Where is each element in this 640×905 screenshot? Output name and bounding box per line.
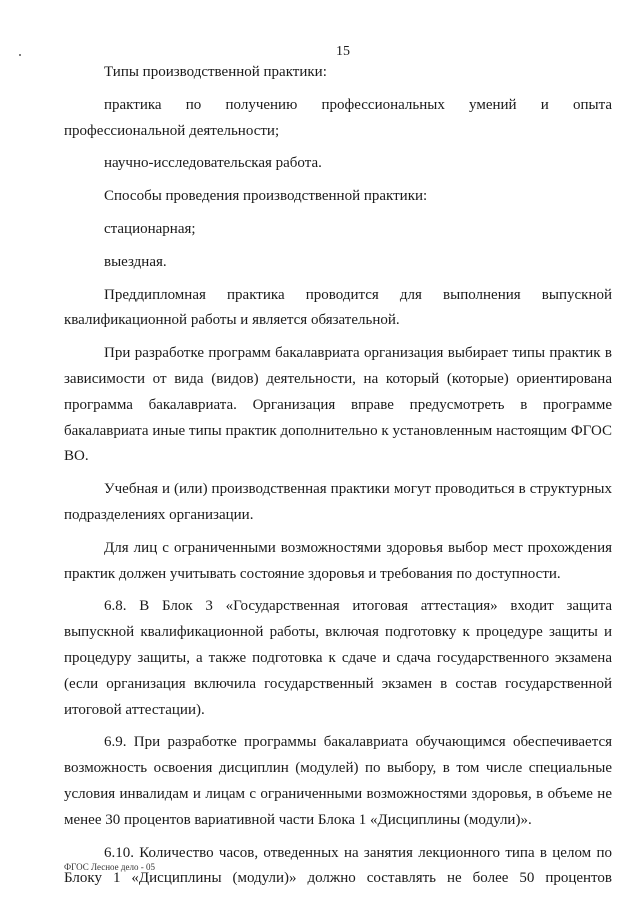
document-body — [64, 60, 612, 892]
paragraph-practice-selection: При разработке программ бакалавриата организация выбирает типы практик в зависимости от вида (видов) деятельности, на который (которые) ориентирована программа бакалавриата. Организация вправе предусмотреть в программе бакалавриата иные типы практик дополнительно к установленным настоящим ФГОС ВО. — [64, 345, 612, 465]
paragraph-section-6-9: 6.9. При разработке программы бакалавриата обучающимся обеспечивается возможность освоения дисциплин (модулей) по выбору, в том числе специальные условия инвалидам и лицам с ограниченными возможностями здоровья, в объеме не менее 30 процентов вариативной части Блока 1 «Дисциплины (модули)». — [64, 734, 612, 828]
paragraph-practice-methods-heading: Способы проведения производственной практики: — [104, 188, 428, 205]
paragraph-method-stationary: стационарная; — [104, 220, 196, 237]
paragraph-practice-types-heading: Типы производственной практики: — [104, 64, 327, 80]
paragraph-structural-units: Учебная и (или) производственная практики могут проводиться в структурных подразделениях организации. — [64, 481, 612, 523]
paragraph-prediploma: Преддипломная практика проводится для выполнения выпускной квалификационной работы и является обязательной. — [64, 286, 612, 329]
paragraph-section-6-8: 6.8. В Блок 3 «Государственная итоговая аттестация» входит защита выпускной квалификационной работы, включая подготовку к процедуре защиты и процедуру защиты, а также подготовка к сдаче и сдача государственного экзамена (если организация включила государственный экзамен в состав государственной итоговой аттестации). — [64, 598, 612, 718]
page-number: 15 — [336, 44, 350, 59]
document-footer: ФГОС Лесное дело - 05 — [64, 862, 155, 872]
paragraph-section-6-10: 6.10. Количество часов, отведенных на занятия лекционного типа в целом по Блоку 1 «Дисциплины (модули)» должно составлять не более 50 процентов — [64, 844, 612, 887]
paragraph-disabilities: Для лиц с ограниченными возможностями здоровья выбор мест прохождения практик должен учитывать состояние здоровья и требования по доступности. — [64, 539, 612, 582]
paragraph-practice-type-research: научно-исследовательская работа. — [104, 155, 322, 172]
paragraph-practice-type-professional: практика по получению профессиональных умений и опыта профессиональной деятельности; — [64, 96, 612, 139]
paragraph-method-field: выездная. — [104, 253, 167, 270]
